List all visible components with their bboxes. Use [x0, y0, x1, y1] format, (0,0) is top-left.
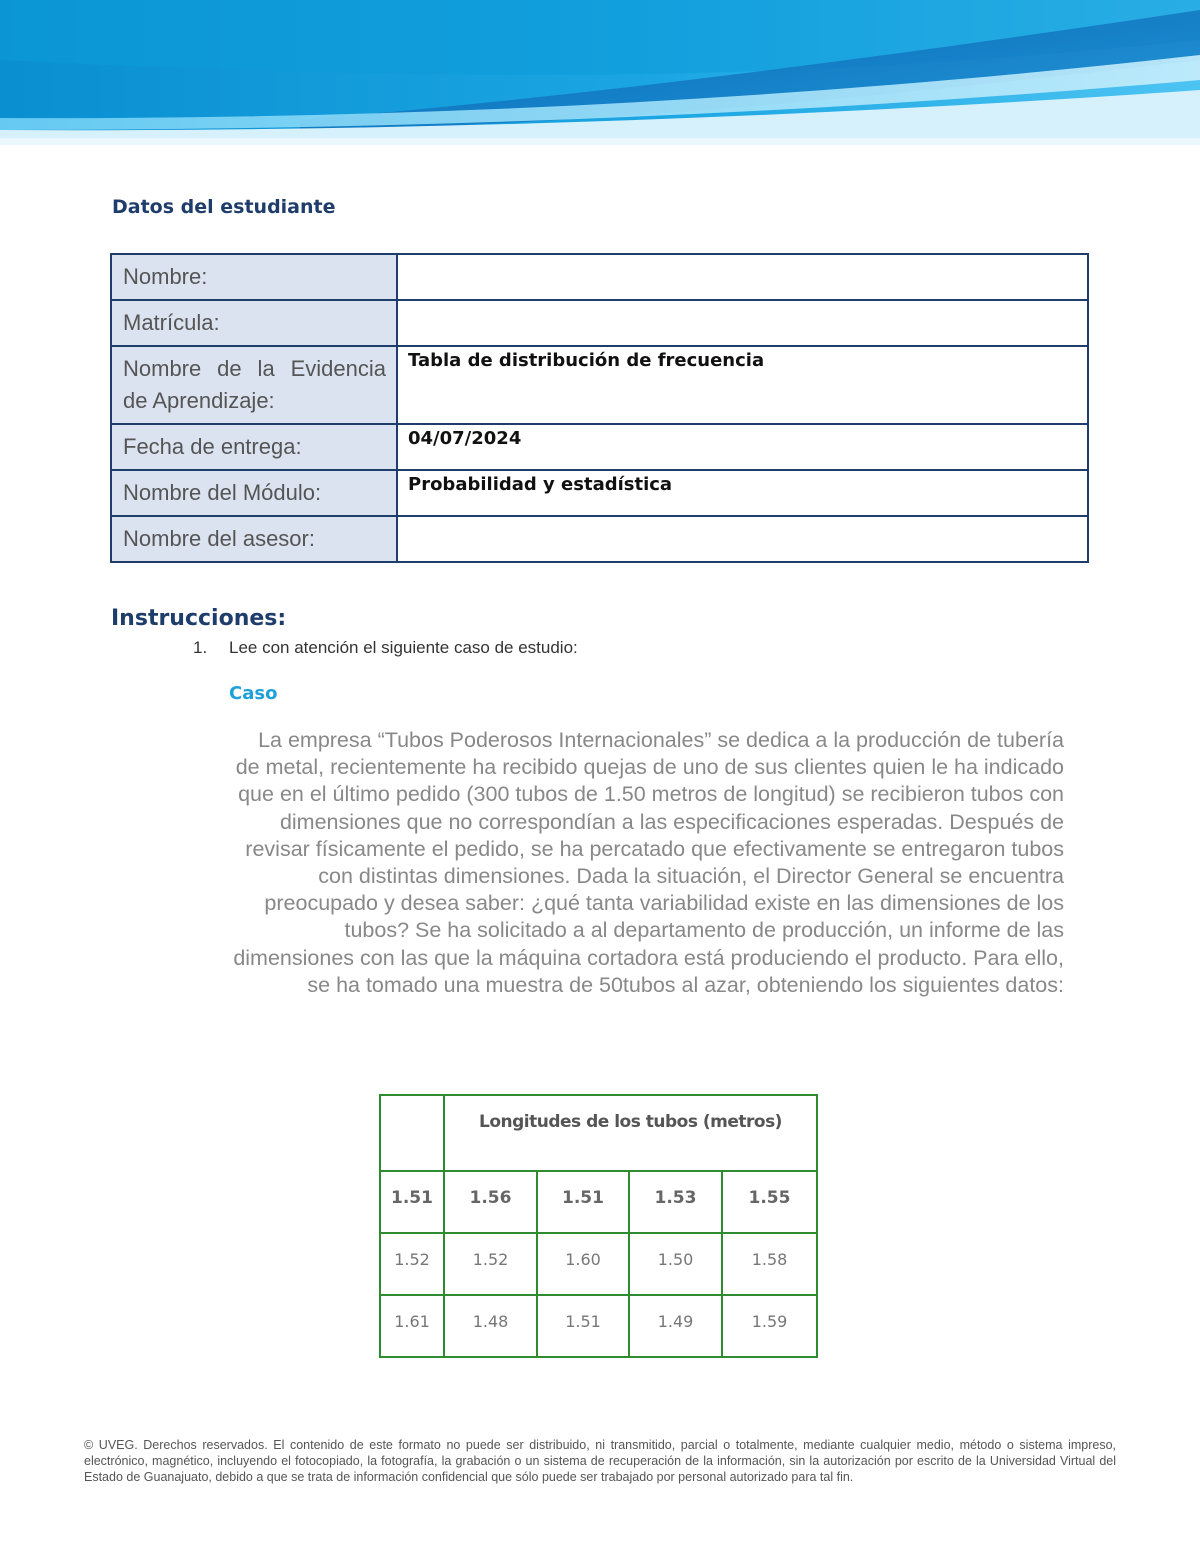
student-data-heading: Datos del estudiante — [112, 196, 336, 218]
tube-lengths-table — [379, 1094, 818, 1358]
tube-cell: 1.51 — [537, 1171, 629, 1233]
label-matricula: Matrícula: — [111, 300, 397, 346]
label-evidencia: Nombre de la Evidencia de Aprendizaje: — [111, 346, 397, 424]
instruction-text: Lee con atención el siguiente caso de estudio: — [229, 638, 578, 657]
row-evidencia — [111, 346, 1088, 424]
header-banner — [0, 0, 1200, 145]
label-modulo: Nombre del Módulo: — [111, 470, 397, 516]
banner-graphic — [0, 0, 1200, 145]
copyright-footer: © UVEG. Derechos reservados. El contenido de este formato no puede ser distribuido, ni transmitido, parcial o totalmente, mediante cualquier medio, método o sistema impreso, electrónico, magnético, incluyendo el fotocopiado, la fotografía, la grabación o un sistema de recuperación de la información, sin la autorización por escrito de la Universidad Virtual del Estado de Guanajuato, debido a que se trata de información confidencial que sólo puede ser trabajado por personal autorizado para tal fin. — [84, 1438, 1116, 1484]
tube-cell: 1.61 — [380, 1295, 444, 1357]
instruction-number: 1. — [193, 638, 208, 657]
value-asesor[interactable] — [397, 516, 1088, 562]
tube-cell: 1.51 — [537, 1295, 629, 1357]
tube-cell: 1.50 — [629, 1233, 722, 1295]
label-nombre: Nombre: — [111, 254, 397, 300]
tube-cell: 1.49 — [629, 1295, 722, 1357]
tube-row-1 — [380, 1171, 817, 1233]
tube-cell: 1.52 — [380, 1233, 444, 1295]
tube-cell: 1.48 — [444, 1295, 537, 1357]
label-fecha: Fecha de entrega: — [111, 424, 397, 470]
student-info-table — [110, 253, 1089, 563]
row-nombre — [111, 254, 1088, 300]
instruction-item — [193, 638, 578, 658]
tube-cell: 1.55 — [722, 1171, 817, 1233]
tube-cell: 1.58 — [722, 1233, 817, 1295]
value-modulo[interactable]: Probabilidad y estadística — [397, 470, 1088, 516]
value-matricula[interactable] — [397, 300, 1088, 346]
tube-cell: 1.51 — [380, 1171, 444, 1233]
case-text: La empresa “Tubos Poderosos Internacionales” se dedica a la producción de tubería de metal, recientemente ha recibido quejas de uno de sus clientes quien le ha indicado que en el último pedido (300 tubos de 1.50 metros de longitud) se recibieron tubos con dimensiones que no correspondían a las especificaciones esperadas. Después de revisar físicamente el pedido, se ha percatado que efectivamente se entregaron tubos con distintas dimensiones. Dada la situación, el Director General se encuentra preocupado y desea saber: ¿qué tanta variabilidad existe en las dimensiones de los tubos? Se ha solicitado a al departamento de producción, un informe de las dimensiones con las que la máquina cortadora está produciendo el producto. Para ello, se ha tomado una muestra de 50tubos al azar, obteniendo los siguientes datos: — [233, 728, 1064, 997]
tube-cell: 1.56 — [444, 1171, 537, 1233]
tube-table-corner — [380, 1095, 444, 1171]
tube-cell: 1.60 — [537, 1233, 629, 1295]
tube-row-3 — [380, 1295, 817, 1357]
row-asesor — [111, 516, 1088, 562]
row-fecha — [111, 424, 1088, 470]
label-asesor: Nombre del asesor: — [111, 516, 397, 562]
case-title: Caso — [229, 683, 278, 704]
tube-table-caption: Longitudes de los tubos (metros) — [444, 1095, 817, 1171]
value-nombre[interactable] — [397, 254, 1088, 300]
value-evidencia[interactable]: Tabla de distribución de frecuencia — [397, 346, 1088, 424]
tube-cell: 1.59 — [722, 1295, 817, 1357]
tube-row-2 — [380, 1233, 817, 1295]
instructions-title: Instrucciones: — [111, 606, 287, 631]
tube-cell: 1.52 — [444, 1233, 537, 1295]
tube-table-header-row — [380, 1095, 817, 1171]
row-matricula — [111, 300, 1088, 346]
row-modulo — [111, 470, 1088, 516]
value-fecha[interactable]: 04/07/2024 — [397, 424, 1088, 470]
tube-cell: 1.53 — [629, 1171, 722, 1233]
